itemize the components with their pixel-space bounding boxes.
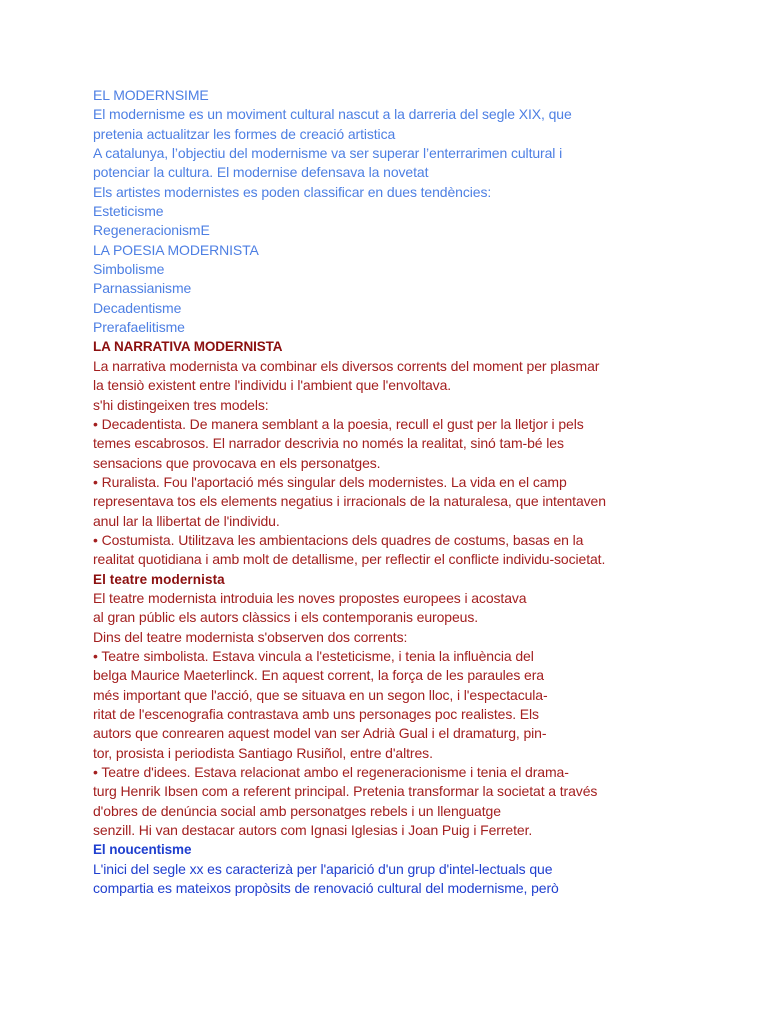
noucentisme-heading: El noucentisme bbox=[93, 842, 192, 858]
text-line: més important que l'acció, que se situava en un segon lloc, i l'espectacula- bbox=[93, 686, 548, 703]
text-line: Parnassianisme bbox=[93, 280, 192, 297]
doc-title: EL MODERNSIME bbox=[93, 87, 209, 103]
text-line: LA POESIA MODERNISTA bbox=[93, 241, 259, 258]
text-line: compartia es mateixos propòsits de renovació cultural del modernisme, però bbox=[93, 880, 559, 897]
text-line: realitat quotidiana i amb molt de detallisme, per reflectir el conflicte individu-societat. bbox=[93, 551, 606, 568]
text-line: anul lar la llibertat de l'individu. bbox=[93, 512, 280, 529]
text-line: belga Maurice Maeterlinck. En aquest corrent, la força de les paraules era bbox=[93, 667, 544, 684]
text-line: El teatre modernista introduia les noves propostes europees i acostava bbox=[93, 589, 527, 606]
text-line: autors que conrearen aquest model van ser Adrià Gual i el dramaturg, pin- bbox=[93, 725, 547, 742]
text-line: • Teatre simbolista. Estava vincula a l'esteticisme, i tenia la influència del bbox=[93, 647, 534, 664]
text-line: • Decadentista. De manera semblant a la poesia, recull el gust per la lletjor i pels bbox=[93, 415, 584, 432]
text-line: turg Henrik Ibsen com a referent principal. Pretenia transformar la societat a través bbox=[93, 783, 598, 800]
text-line: senzill. Hi van destacar autors com Ignasi Iglesias i Joan Puig i Ferreter. bbox=[93, 822, 533, 839]
text-line: tor, prosista i periodista Santiago Rusiñol, entre d'altres. bbox=[93, 744, 433, 761]
text-line: • Costumista. Utilitzava les ambientacions dels quadres de costums, basas en la bbox=[93, 531, 584, 548]
text-line: s'hi distingeixen tres models: bbox=[93, 396, 269, 413]
text-line: la tensiò existent entre l'individu i l'ambient que l'envoltava. bbox=[93, 377, 452, 394]
document-body bbox=[93, 86, 763, 898]
text-line: • Ruralista. Fou l'aportació més singular dels modernistes. La vida en el camp bbox=[93, 473, 567, 490]
text-line: Simbolisme bbox=[93, 261, 165, 278]
text-line: sensacions que provocava en els personatges. bbox=[93, 454, 381, 471]
text-line: A catalunya, l’objectiu del modernisme va ser superar l’enterrarimen cultural i bbox=[93, 145, 563, 162]
text-line: representava tos els elements negatius i irracionals de la naturalesa, que intentaven bbox=[93, 493, 606, 510]
narrativa-heading: LA NARRATIVA MODERNISTA bbox=[93, 339, 283, 355]
text-line: El modernisme es un moviment cultural nascut a la darreria del segle XIX, que bbox=[93, 106, 572, 123]
text-line: Els artistes modernistes es poden classificar en dues tendències: bbox=[93, 183, 492, 200]
text-line: d'obres de denúncia social amb personatges rebels i un llenguatge bbox=[93, 802, 501, 819]
text-line: ritat de l'escenografia contrastava amb uns personages poc realistes. Els bbox=[93, 706, 539, 722]
teatre-heading: El teatre modernista bbox=[93, 571, 225, 587]
text-line: L'inici del segle xx es caracterizà per l'aparició d'un grup d'intel-lectuals que bbox=[93, 860, 553, 877]
text-line: Prerafaelitisme bbox=[93, 319, 185, 336]
text-line: temes escabrosos. El narrador descrivia no només la realitat, sinó tam-bé les bbox=[93, 435, 564, 452]
text-line: RegeneracionismE bbox=[93, 222, 210, 239]
text-line: Esteticisme bbox=[93, 203, 164, 220]
text-line: al gran públic els autors clàssics i els contemporanis europeus. bbox=[93, 609, 479, 626]
text-line: La narrativa modernista va combinar els diversos corrents del moment per plasmar bbox=[93, 357, 600, 374]
text-line: pretenia actualitzar les formes de creació artistica bbox=[93, 125, 396, 142]
text-line: Decadentisme bbox=[93, 299, 182, 316]
text-line: • Teatre d'idees. Estava relacionat ambo el regeneracionisme i tenia el drama- bbox=[93, 764, 569, 781]
text-line: potenciar la cultura. El modernise defensava la novetat bbox=[93, 164, 429, 181]
text-line: Dins del teatre modernista s'observen dos corrents: bbox=[93, 628, 408, 645]
